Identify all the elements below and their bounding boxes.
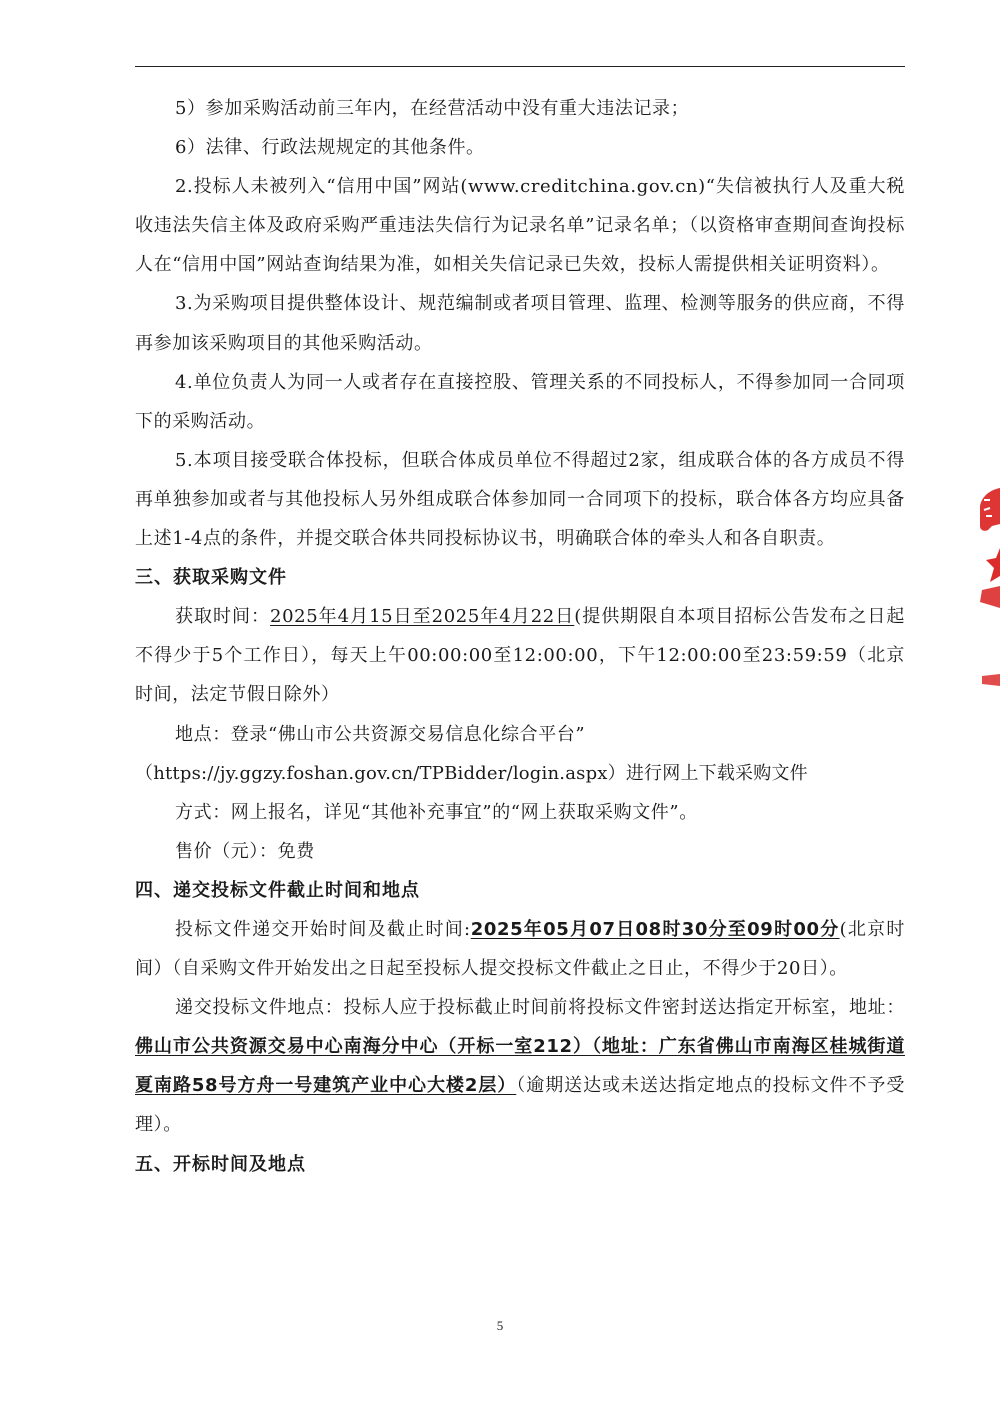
submission-deadline-rest: (北京时间）（自采购文件开始发出之日起至投标人提交投标文件截止之日止，不得少于20日）。 xyxy=(135,918,905,980)
paragraph-design-service: 3.为采购项目提供整体设计、规范编制或者项目管理、监理、检测等服务的供应商，不得再参加该采购项目的其他采购活动。 xyxy=(135,293,905,354)
obtain-place-url: （https://jy.ggzy.foshan.gov.cn/TPBidder/login.aspx）进行网上下载采购文件 xyxy=(135,762,808,784)
obtain-place-line1: 地点：登录“佛山市公共资源交易信息化综合平台” xyxy=(175,723,586,745)
page-number: 5 xyxy=(496,1318,504,1333)
obtain-price: 售价（元）：免费 xyxy=(175,840,315,862)
paragraph-credit-china: 2.投标人未被列入“信用中国”网站(www.creditchina.gov.cn)“失信被执行人及重大税收违法失信主体及政府采购严重违法失信行为记录名单”记录名单；（以资格审查期间查询投标人在“信用中国”网站查询结果为准，如相关失信记录已失效，投标人需提供相关证明资料）。 xyxy=(135,176,905,276)
obtain-time-value: 2025年4月15日至2025年4月22日 xyxy=(270,606,575,628)
obtain-time xyxy=(135,597,905,714)
paragraph-item-6: 6）法律、行政法规规定的其他条件。 xyxy=(175,137,485,159)
submission-place-value: 佛山市公共资源交易中心南海分中心（开标一室212）（地址：广东省佛山市南海区桂城街道夏南路58号方舟一号建筑产业中心大楼2层） xyxy=(135,1036,905,1097)
obtain-time-rest: (提供期限自本项目招标公告发布之日起不得少于5个工作日），每天上午00:00:00至12:00:00，下午12:00:00至23:59:59（北京时间，法定节假日除外） xyxy=(135,606,905,706)
section-heading-obtain-documents: 三、获取采购文件 xyxy=(135,567,287,589)
paragraph-item-5: 5）参加采购活动前三年内，在经营活动中没有重大违法记录； xyxy=(175,98,690,119)
obtain-method: 方式：网上报名，详见“其他补充事宜”的“网上获取采购文件”。 xyxy=(175,801,698,823)
paragraph-consortium: 5.本项目接受联合体投标，但联合体成员单位不得超过2家，组成联合体的各方成员不得再单独参加或者与其他投标人另外组成联合体参加同一合同项下的投标，联合体各方均应具备上述1-4点的条件，并提交联合体共同投标协议书，明确联合体的牵头人和各自职责。 xyxy=(135,449,905,550)
submission-deadline-label: 投标文件递交开始时间及截止时间: xyxy=(175,918,471,940)
section-heading-submission: 四、递交投标文件截止时间和地点 xyxy=(135,879,420,901)
document-body xyxy=(135,89,905,1184)
submission-place xyxy=(135,988,905,1144)
submission-place-label: 递交投标文件地点：投标人应于投标截止时间前将投标文件密封送达指定开标室，地址： xyxy=(175,997,905,1019)
header-rule xyxy=(135,66,905,67)
paragraph-same-person: 4.单位负责人为同一人或者存在直接控股、管理关系的不同投标人，不得参加同一合同项下的采购活动。 xyxy=(135,371,905,432)
submission-deadline-value: 2025年05月07日08时30分至09时00分 xyxy=(470,918,840,940)
section-heading-opening: 五、开标时间及地点 xyxy=(135,1153,306,1175)
submission-place-rest: （逾期送达或未送达指定地点的投标文件不予受理）。 xyxy=(135,1075,905,1136)
obtain-time-label: 获取时间： xyxy=(175,606,271,628)
submission-deadline xyxy=(135,910,905,988)
red-seal-stamp-edge xyxy=(976,486,1000,696)
